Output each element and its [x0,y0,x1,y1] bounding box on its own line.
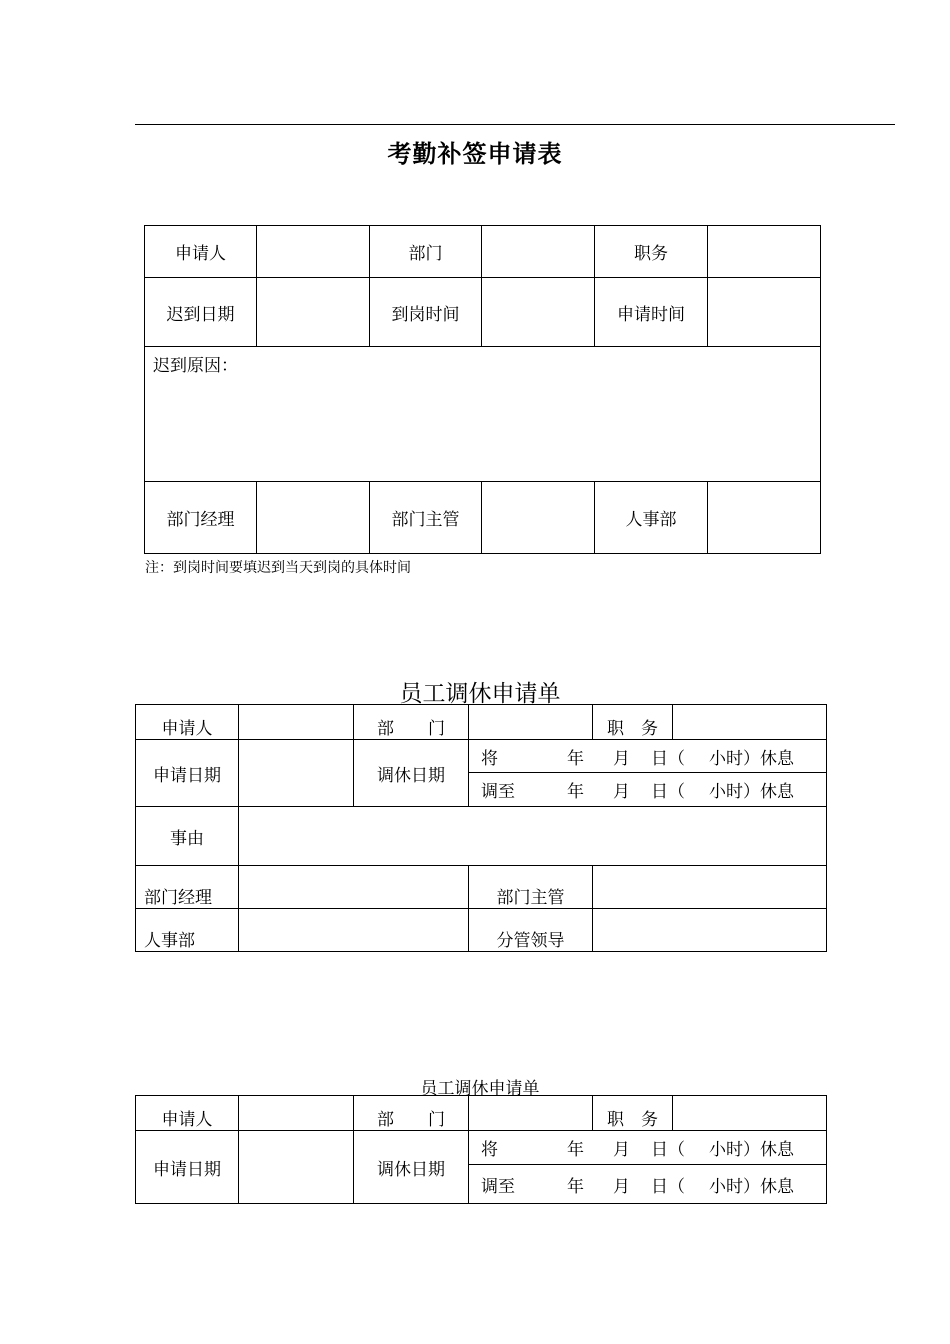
dept-label: 部 门 [354,1096,469,1131]
year-label: 年 [567,782,584,802]
late-date-label: 迟到日期 [145,278,257,347]
leave-from-prefix: 将 [481,748,498,769]
attendance-form-table [144,225,821,554]
year-label: 年 [567,1176,584,1197]
dept-manager-field[interactable] [239,866,469,909]
leave-from-field[interactable] [469,1131,827,1165]
reason-field[interactable] [239,807,827,866]
hours-label: 小时）休息 [709,1140,794,1160]
applicant-label: 申请人 [136,705,239,740]
leave-to-field[interactable] [469,1165,827,1204]
dept-supervisor-field[interactable] [593,866,827,909]
leave-date-label: 调休日期 [354,740,469,807]
leader-label: 分管领导 [469,909,593,952]
apply-date-field[interactable] [239,1131,354,1204]
applicant-field[interactable] [239,1096,354,1131]
month-label: 月 [613,1140,630,1160]
leave-date-label: 调休日期 [354,1131,469,1204]
position-field[interactable] [673,705,827,740]
position-field[interactable] [673,1096,827,1131]
hours-label: 小时）休息 [709,1176,794,1197]
position-label: 职 务 [593,1096,673,1131]
reason-label: 事由 [136,807,239,866]
day-label: 日（ [651,782,685,802]
applicant-label: 申请人 [136,1096,239,1131]
dept-supervisor-field[interactable] [482,482,595,554]
leave-from-field[interactable] [469,740,827,773]
dept-supervisor-label: 部门主管 [370,482,482,554]
form1-note: 注：到岗时间要填迟到当天到岗的具体时间 [145,560,411,576]
dept-supervisor-label: 部门主管 [469,866,593,909]
applicant-label: 申请人 [145,226,257,278]
top-divider [135,124,895,125]
year-label: 年 [567,1140,584,1160]
position-field[interactable] [708,226,821,278]
form2-title: 员工调休申请单 [399,681,561,707]
leader-field[interactable] [593,909,827,952]
apply-date-label: 申请日期 [136,1131,239,1204]
hr-label: 人事部 [136,909,239,952]
hours-label: 小时）休息 [709,748,794,769]
leave-to-field[interactable] [469,773,827,807]
apply-time-label: 申请时间 [595,278,708,347]
applicant-field[interactable] [239,705,354,740]
day-label: 日（ [651,1176,685,1197]
apply-time-field[interactable] [708,278,821,347]
dept-field[interactable] [469,1096,593,1131]
dept-label: 部 门 [354,705,469,740]
month-label: 月 [613,782,630,802]
leave-form-table-2 [135,1095,827,1204]
arrival-time-field[interactable] [482,278,595,347]
dept-manager-label: 部门经理 [145,482,257,554]
arrival-time-label: 到岗时间 [370,278,482,347]
hr-field[interactable] [708,482,821,554]
apply-date-label: 申请日期 [136,740,239,807]
late-reason-label: 迟到原因： [153,356,238,376]
form1-title: 考勤补签申请表 [387,139,563,168]
leave-form-table [135,704,827,952]
hr-field[interactable] [239,909,469,952]
dept-manager-label: 部门经理 [136,866,239,909]
position-label: 职务 [595,226,708,278]
leave-to-prefix: 调至 [481,782,515,802]
dept-label: 部门 [370,226,482,278]
applicant-field[interactable] [257,226,370,278]
position-label: 职 务 [593,705,673,740]
apply-date-field[interactable] [239,740,354,807]
late-reason-field[interactable] [145,347,821,482]
leave-to-prefix: 调至 [481,1176,515,1197]
day-label: 日（ [651,1140,685,1160]
year-label: 年 [567,748,584,769]
hours-label: 小时）休息 [709,782,794,802]
dept-field[interactable] [469,705,593,740]
month-label: 月 [613,1176,630,1197]
leave-from-prefix: 将 [481,1140,498,1160]
month-label: 月 [613,748,630,769]
hr-label: 人事部 [595,482,708,554]
form3-title: 员工调休申请单 [420,1079,540,1099]
day-label: 日（ [651,748,685,769]
late-date-field[interactable] [257,278,370,347]
dept-manager-field[interactable] [257,482,370,554]
dept-field[interactable] [482,226,595,278]
